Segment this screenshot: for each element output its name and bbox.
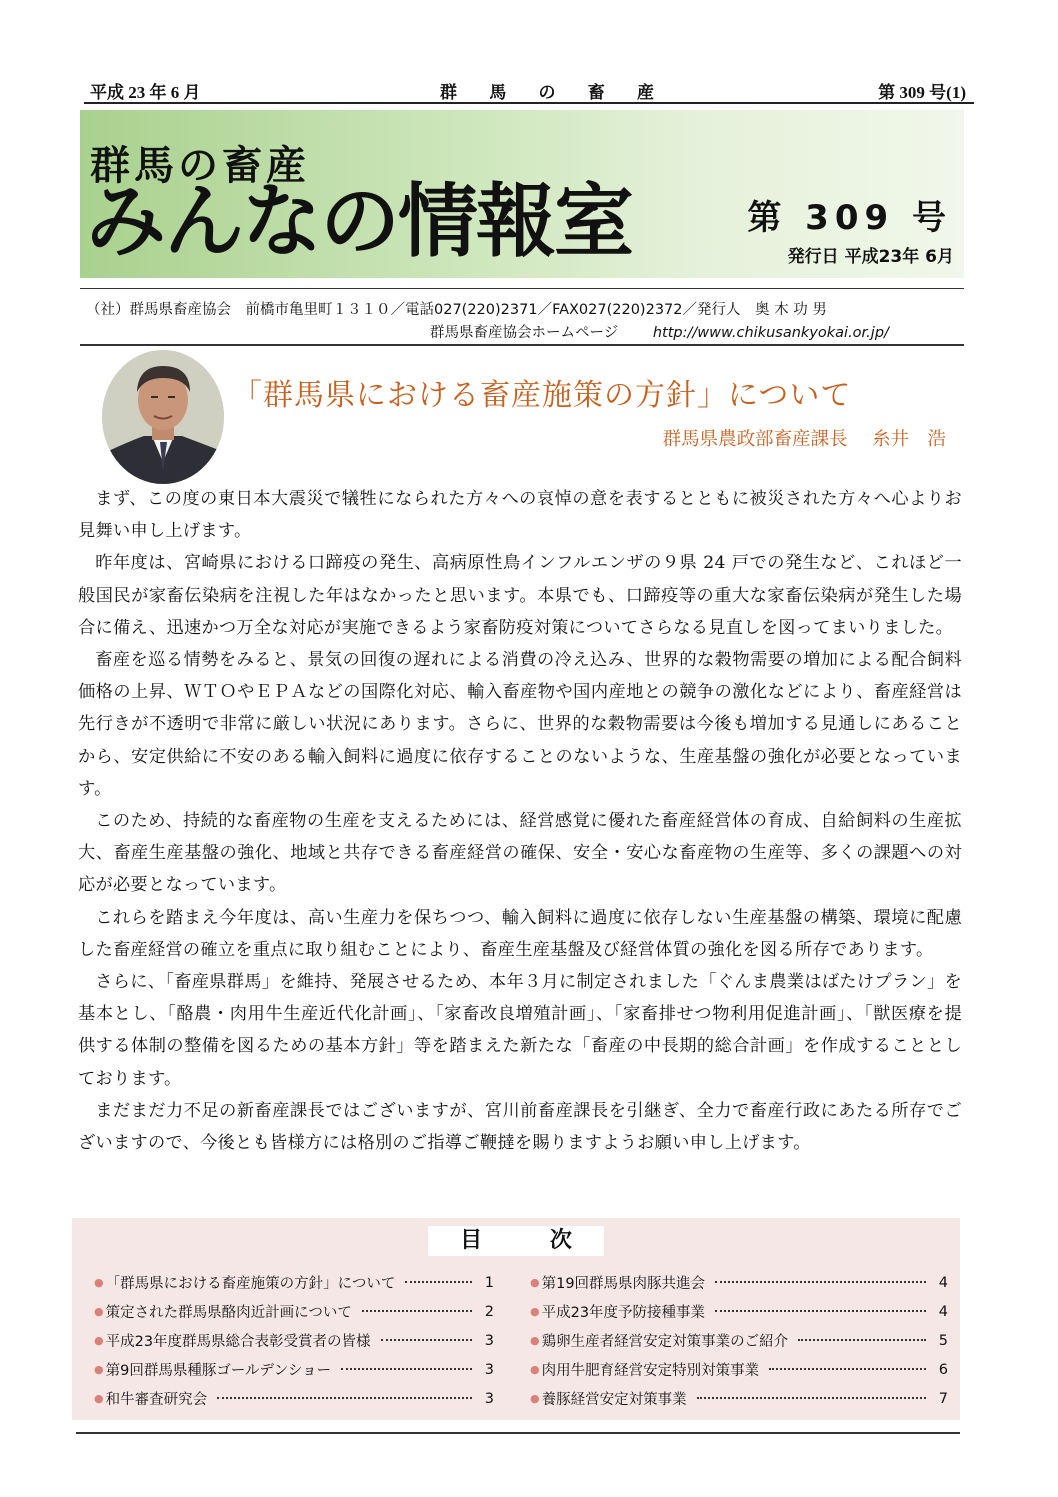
toc-column-left: [94, 1268, 494, 1413]
masthead-title: みんなの情報室: [86, 175, 632, 268]
toc-item-page: 2: [484, 1303, 494, 1320]
article-body: [78, 483, 962, 1159]
toc-heading: 目 次: [428, 1226, 604, 1256]
toc-item-label: 第9回群馬県種豚ゴールデンショー: [105, 1363, 332, 1379]
bullet-icon: ●: [94, 1276, 104, 1289]
bullet-icon: ●: [530, 1363, 540, 1376]
homepage-label: 群馬県畜産協会ホームページ: [430, 325, 619, 341]
toc-item-label: 肉用牛肥育経営安定特別対策事業: [541, 1363, 760, 1379]
toc-item-label: 平成23年度群馬県総合表彰受賞者の皆様: [105, 1334, 371, 1350]
article-title: 「群馬県における畜産施策の方針」について: [232, 378, 852, 413]
toc-item-page: 4: [938, 1303, 948, 1320]
masthead-issue-number: 第 309 号: [747, 198, 952, 238]
article-byline: 群馬県農政部畜産課長 糸井 浩: [662, 429, 946, 450]
toc-item[interactable]: [530, 1355, 948, 1384]
bullet-icon: ●: [94, 1363, 104, 1376]
toc-item[interactable]: [530, 1268, 948, 1297]
paragraph: これらを踏まえ今年度は、高い生産力を保ちつつ、輸入飼料に過度に依存しない生産基盤の構築、環境に配慮した畜産経営の確立を重点に取り組むことにより、畜産生産基盤及び経営体質の強化を図る所存であります。: [78, 907, 962, 960]
leader-dots: [362, 1310, 472, 1312]
toc-item[interactable]: [94, 1355, 494, 1384]
author-photo: [102, 350, 224, 484]
toc-item-page: 1: [484, 1274, 494, 1291]
toc-item[interactable]: [94, 1297, 494, 1326]
header-issue-page: 第 309 号(1): [878, 83, 966, 102]
toc-item[interactable]: [530, 1326, 948, 1355]
toc-item-label: 和牛審査研究会: [105, 1392, 208, 1408]
bullet-icon: ●: [530, 1305, 540, 1318]
toc-item-label: 鶏卵生産者経営安定対策事業のご紹介: [541, 1334, 789, 1350]
toc-column-right: [530, 1268, 948, 1413]
paragraph: 畜産を巡る情勢をみると、景気の回復の遅れによる消費の冷え込み、世界的な穀物需要の増加による配合飼料価格の上昇、ＷＴＯやＥＰＡなどの国際化対応、輸入畜産物や国内産地との競争の激化などにより、畜産経営は先行きが不透明で非常に厳しい状況にあります。さらに、世界的な穀物需要は今後も増加する見通しにあることから、安定供給に不安のある輸入飼料に過度に依存することのないような、生産基盤の強化が必要となっています。: [78, 650, 962, 799]
masthead-banner: [80, 110, 964, 278]
leader-dots: [769, 1368, 926, 1370]
leader-dots: [697, 1397, 926, 1399]
table-of-contents: [72, 1218, 960, 1420]
toc-item[interactable]: [530, 1297, 948, 1326]
header-title: 群 馬 の 畜 産: [440, 83, 668, 102]
paragraph: まだまだ力不足の新畜産課長ではございますが、宮川前畜産課長を引継ぎ、全力で畜産行政にあたる所存でございますので、今後とも皆様方には格別のご指導ご鞭撻を賜りますようお願い申し上げます。: [78, 1100, 962, 1154]
leader-dots: [715, 1310, 926, 1312]
homepage-line: [430, 321, 889, 342]
bullet-icon: ●: [94, 1334, 104, 1347]
paragraph: このため、持続的な畜産物の生産を支えるためには、経営感覚に優れた畜産経営体の育成、自給飼料の生産拡大、畜産生産基盤の強化、地域と共存できる畜産経営の確保、安全・安心な畜産物の生産等、多くの課題への対応が必要となっています。: [78, 811, 962, 896]
leader-dots: [715, 1281, 926, 1283]
publisher-info: [80, 288, 964, 346]
toc-item-label: 「群馬県における畜産施策の方針」について: [105, 1276, 396, 1292]
homepage-link[interactable]: http://www.chikusankyokai.or.jp/: [652, 325, 889, 341]
bottom-divider: [76, 1432, 960, 1434]
leader-dots: [798, 1339, 926, 1341]
toc-item-page: 5: [938, 1332, 948, 1349]
masthead-subtitle: 群馬の畜産: [90, 142, 310, 189]
bullet-icon: ●: [530, 1392, 540, 1405]
author-portrait-image: [102, 350, 224, 484]
leader-dots: [405, 1281, 472, 1283]
bullet-icon: ●: [94, 1305, 104, 1318]
toc-item[interactable]: [94, 1326, 494, 1355]
paragraph: さらに、「畜産県群馬」を維持、発展させるため、本年３月に制定されました「ぐんま農業はばたけプラン」を基本とし、「酪農・肉用牛生産近代化計画」、「家畜改良増殖計画」、「家畜排せつ物利用促進計画」、「獣医療を提供する体制の整備を図るための基本方針」等を踏まえた新たな「畜産の中長期的総合計画」を作成することとしております。: [78, 972, 962, 1089]
toc-item-page: 3: [484, 1332, 494, 1349]
running-header: [84, 76, 974, 104]
publisher-line: （社）群馬県畜産協会 前橋市亀里町１３１０／電話027(220)2371／FAX027(220)2372／発行人 奥 木 功 男: [86, 302, 827, 318]
header-date: 平成 23 年 6 月: [90, 83, 201, 102]
leader-dots: [217, 1397, 472, 1399]
toc-item-label: 第19回群馬県肉豚共進会: [541, 1276, 706, 1292]
toc-item-label: 策定された群馬県酪肉近計画について: [105, 1305, 352, 1321]
bullet-icon: ●: [530, 1334, 540, 1347]
paragraph: まず、この度の東日本大震災で犠牲になられた方々への哀悼の意を表するとともに被災された方々へ心よりお見舞い申し上げます。: [78, 489, 962, 542]
masthead-issue-date: 発行日 平成23年 6月: [787, 247, 954, 267]
toc-item[interactable]: [530, 1384, 948, 1413]
toc-item-label: 養豚経営安定対策事業: [541, 1392, 687, 1408]
toc-item-page: 6: [938, 1361, 948, 1378]
toc-item[interactable]: [94, 1268, 494, 1297]
bullet-icon: ●: [530, 1276, 540, 1289]
toc-item[interactable]: [94, 1384, 494, 1413]
toc-item-page: 4: [938, 1274, 948, 1291]
leader-dots: [381, 1339, 472, 1341]
paragraph: 昨年度は、宮崎県における口蹄疫の発生、高病原性鳥インフルエンザの９県 24 戸での発生など、これほど一般国民が家畜伝染病を注視した年はなかったと思います。本県でも、口蹄疫等の重大な家畜伝染病が発生した場合に備え、迅速かつ万全な対応が実施できるよう家畜防疫対策についてさらなる見直しを図ってまいりました。: [78, 553, 962, 638]
toc-item-page: 7: [938, 1390, 948, 1407]
leader-dots: [341, 1368, 472, 1370]
toc-item-page: 3: [484, 1390, 494, 1407]
bullet-icon: ●: [94, 1392, 104, 1405]
toc-item-page: 3: [484, 1361, 494, 1378]
toc-item-label: 平成23年度予防接種事業: [541, 1305, 706, 1321]
